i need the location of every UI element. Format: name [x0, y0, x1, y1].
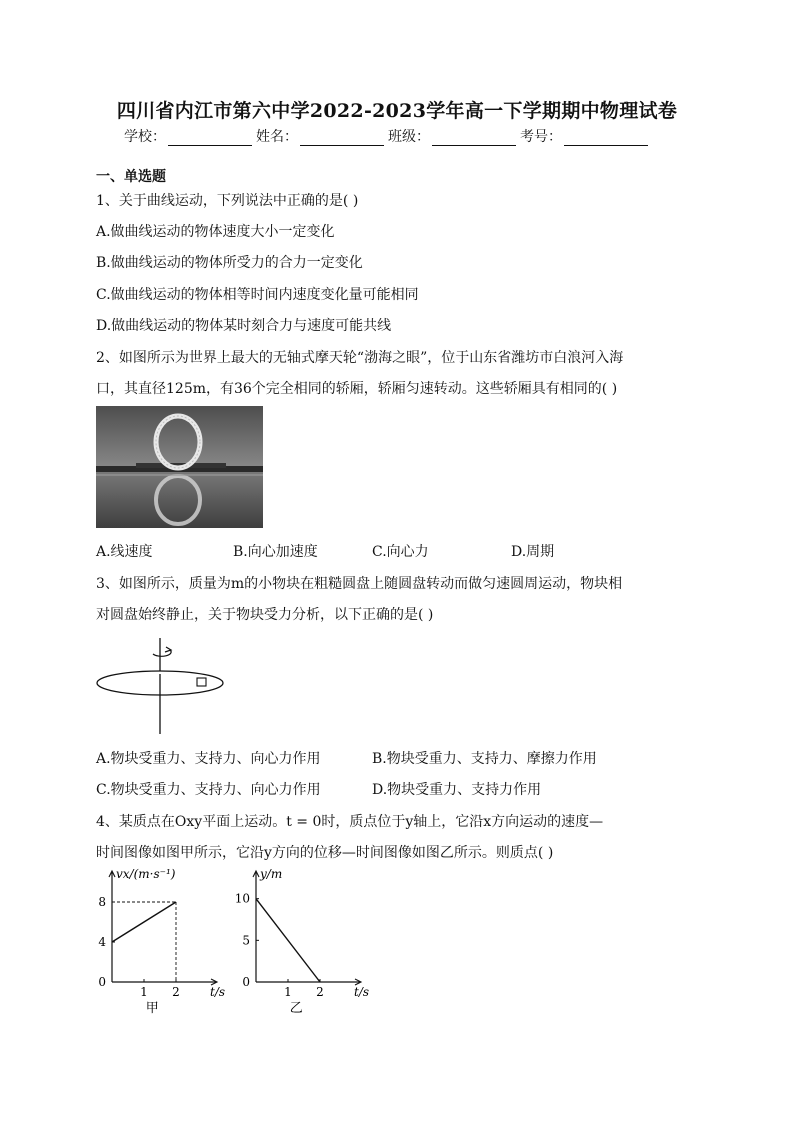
q3-option-a: A.物块受重力、支持力、向心力作用	[96, 751, 321, 767]
y-tick-label: 4	[98, 935, 106, 949]
q3-option-b: B.物块受重力、支持力、摩擦力作用	[372, 751, 597, 767]
q2-option-c: C.向心力	[372, 544, 429, 560]
y-tick-label: 10	[234, 891, 250, 906]
q2-option-b: B.向心加速度	[233, 544, 318, 560]
x-tick-label: 2	[172, 985, 180, 999]
q3-option-d: D.物块受重力、支持力作用	[372, 782, 542, 798]
block	[197, 678, 206, 686]
y-axis-label: y/m	[260, 868, 283, 881]
number-blank[interactable]	[564, 131, 648, 146]
rotation-arrow-head	[165, 647, 171, 652]
chart-yi	[234, 868, 384, 1018]
x-tick-label: 1	[140, 985, 148, 999]
q3-stem-line1: 3、如图所示，质量为m的小物块在粗糙圆盘上随圆盘转动而做匀速圆周运动，物块相	[96, 576, 623, 592]
q4-stem-line2: 时间图像如图甲所示，它沿y方向的位移—时间图像如图乙所示。则质点( )	[96, 845, 554, 861]
class-label: 班级：	[388, 129, 430, 145]
x-tick-label: 1	[284, 985, 292, 999]
q3-stem-line2: 对圆盘始终静止，关于物块受力分析，以下正确的是( )	[96, 607, 434, 623]
page-title: 四川省内江市第六中学2022-2023学年高一下学期期中物理试卷	[116, 100, 678, 122]
name-label: 姓名：	[256, 129, 298, 145]
x-axis-label: t/s	[354, 985, 370, 999]
section-heading: 一、单选题	[96, 169, 166, 185]
chart-caption: 乙	[289, 1001, 303, 1016]
y-axis-label: vx/(m·s⁻¹)	[116, 868, 176, 881]
q1-option-c: C.做曲线运动的物体相等时间内速度变化量可能相同	[96, 287, 419, 303]
y-tick-label: 5	[242, 933, 250, 948]
y-tick-label: 8	[98, 895, 106, 909]
number-label: 考号：	[520, 129, 562, 145]
chart-jia	[90, 868, 240, 1018]
q2-option-a: A.线速度	[96, 544, 153, 560]
chart-caption: 甲	[145, 1001, 159, 1016]
ferris-wheel-image	[96, 406, 263, 528]
series-line	[256, 899, 320, 982]
y-tick-label: 0	[98, 975, 106, 989]
y-tick-label: 0	[242, 975, 250, 989]
q1-option-d: D.做曲线运动的物体某时刻合力与速度可能共线	[96, 318, 392, 334]
q3-option-c: C.物块受重力、支持力、向心力作用	[96, 782, 321, 798]
q4-stem-line1: 4、某质点在Oxy平面上运动。t = 0时，质点位于y轴上，它沿x方向运动的速度—	[96, 814, 604, 830]
q1-option-a: A.做曲线运动的物体速度大小一定变化	[96, 224, 335, 240]
school-label: 学校：	[124, 129, 166, 145]
x-axis-label: t/s	[210, 985, 226, 999]
series-line	[112, 902, 176, 942]
q2-stem-line1: 2、如图所示为世界上最大的无轴式摩天轮“渤海之眼”，位于山东省潍坊市白浪河入海	[96, 350, 624, 366]
rotating-disk-diagram	[90, 636, 240, 736]
name-blank[interactable]	[300, 131, 384, 146]
q2-stem-line2: 口，其直径125m，有36个完全相同的轿厢，轿厢匀速转动。这些轿厢具有相同的( )	[96, 381, 618, 397]
class-blank[interactable]	[432, 131, 516, 146]
school-blank[interactable]	[168, 131, 252, 146]
ferris-wheel-photo	[96, 406, 263, 528]
q1-option-b: B.做曲线运动的物体所受力的合力一定变化	[96, 255, 363, 271]
student-info-row	[124, 126, 652, 146]
q2-option-d: D.周期	[511, 544, 555, 560]
x-tick-label: 2	[316, 985, 324, 999]
q1-stem: 1、关于曲线运动，下列说法中正确的是( )	[96, 193, 359, 209]
